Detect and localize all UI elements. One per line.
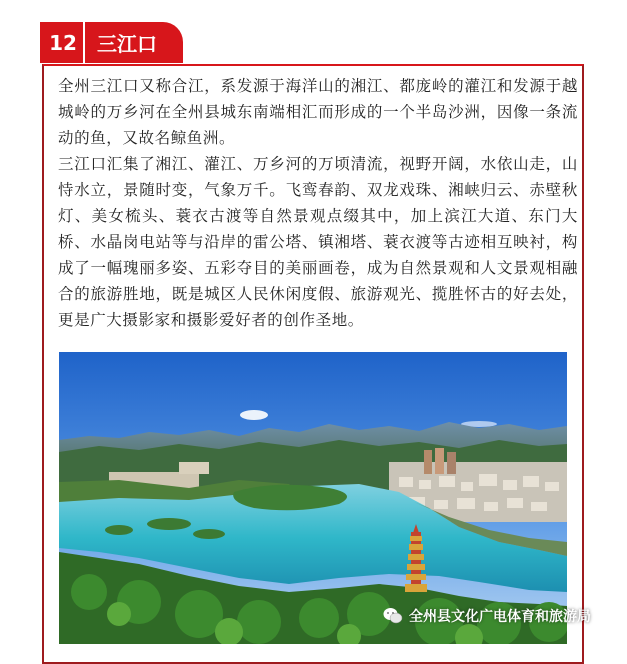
photo-watermark [383, 604, 591, 628]
watermark-text: 全州县文化广电体育和旅游局 [409, 609, 591, 625]
section-title: 三江口 [83, 22, 183, 63]
article-body [58, 73, 578, 333]
paragraph-2: 三江口汇集了湘江、灌江、万乡河的万顷清流，视野开阔，水依山走，山恃水立，景随时变，气象万千。飞鸾春韵、双龙戏珠、湘峡归云、赤壁秋灯、美女梳头、蓑衣古渡等自然景观点缀其中，加上滨江大道、东门大桥、水晶岗电站等与沿岸的雷公塔、镇湘塔、蓑衣渡等古迹相互映衬，构成了一幅瑰丽多姿、五彩夺目的美丽画卷，成为自然景观和人文景观相融合的旅游胜地，既是城区人民休闲度假、旅游观光、揽胜怀古的好去处，更是广大摄影家和摄影爱好者的创作圣地。 [58, 155, 578, 329]
wechat-icon [383, 607, 403, 625]
landscape-illustration [59, 352, 567, 644]
landscape-photo [59, 352, 567, 644]
section-header [40, 22, 183, 63]
section-number: 12 [40, 22, 83, 63]
paragraph-1: 全州三江口又称合江，系发源于海洋山的湘江、都庞岭的灌江和发源于越城岭的万乡河在全州县城东南端相汇而形成的一个半岛沙洲，因像一条流动的鱼，又故名鲸鱼洲。 [58, 77, 578, 147]
